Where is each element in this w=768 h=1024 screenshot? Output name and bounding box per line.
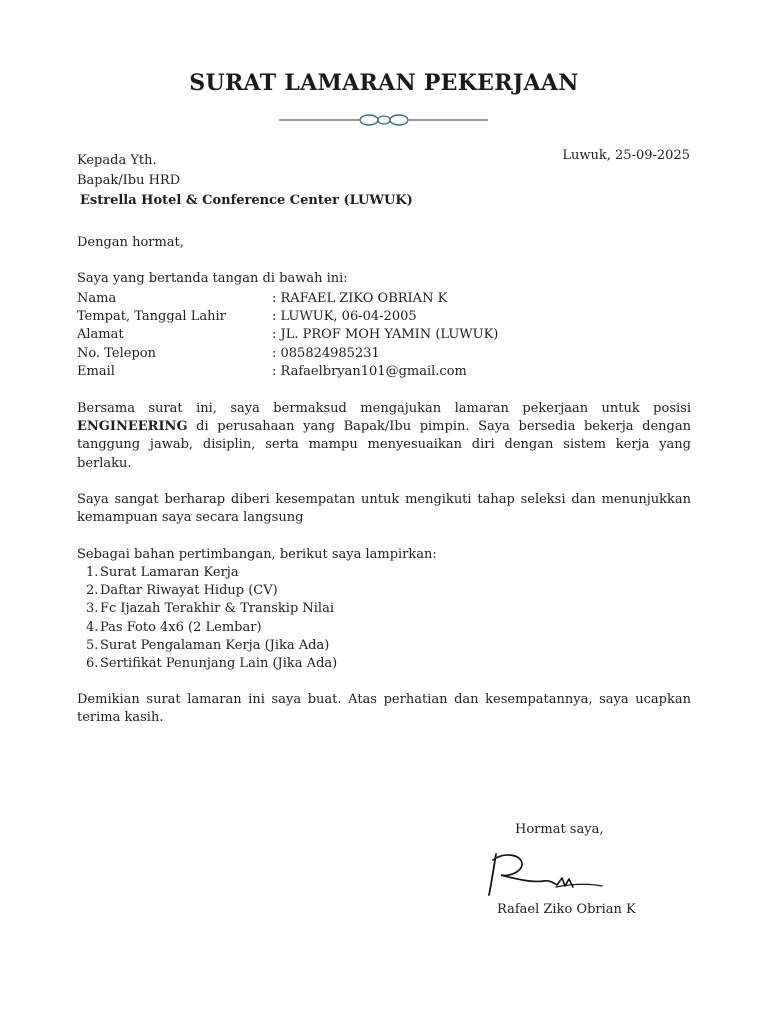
paragraph-application-start: Bersama surat ini, saya bermaksud mengajukan lamaran pekerjaan untuk posisi <box>77 401 691 416</box>
signature-image <box>484 850 609 898</box>
list-item-text: Surat Pengalaman Kerja (Jika Ada) <box>100 637 330 653</box>
list-item-number: 3. <box>86 601 99 617</box>
list-item-text: Fc Ijazah Terakhir & Transkip Nilai <box>100 601 334 617</box>
biodata-table <box>77 290 498 381</box>
list-item <box>86 600 337 618</box>
list-item-text: Surat Lamaran Kerja <box>100 565 239 580</box>
bio-row <box>77 290 498 308</box>
closing-salutation: Hormat saya, <box>515 822 604 837</box>
bio-value: : 085824985231 <box>272 345 380 361</box>
list-item-number: 1. <box>86 565 99 580</box>
attachments-list <box>86 564 337 673</box>
list-item-text: Daftar Riwayat Hidup (CV) <box>100 583 278 599</box>
list-item-text: Pas Foto 4x6 (2 Lembar) <box>100 619 262 635</box>
recipient-line-1: Kepada Yth. <box>77 153 157 168</box>
position-name: ENGINEERING <box>77 419 188 435</box>
bio-row <box>77 308 498 326</box>
paragraph-application <box>77 400 691 473</box>
bio-label: No. Telepon <box>77 345 156 361</box>
list-item-number: 2. <box>86 583 99 599</box>
attachments-intro: Sebagai bahan pertimbangan, berikut saya lampirkan: <box>77 547 437 562</box>
list-item-number: 4. <box>86 619 99 635</box>
paragraph-application-end: di perusahaan yang Bapak/Ibu pimpin. Saya bersedia bekerja dengan tanggung jawab, disiplin, serta mampu menyesuaikan diri dengan sistem kerja yang berlaku. <box>77 419 691 471</box>
list-item-number: 5. <box>86 637 99 653</box>
letter-title: SURAT LAMARAN PEKERJAAN <box>189 70 579 96</box>
bio-value: : JL. PROF MOH YAMIN (LUWUK) <box>272 327 499 343</box>
recipient-company: Estrella Hotel & Conference Center (LUWUK) <box>80 193 413 208</box>
list-item-number: 6. <box>86 656 99 672</box>
list-item <box>86 637 337 655</box>
bio-label: Email <box>77 363 115 379</box>
paragraph-hope: Saya sangat berharap diberi kesempatan untuk mengikuti tahap seleksi dan menunjukkan kemampuan saya secara langsung <box>77 492 691 526</box>
greeting: Dengan hormat, <box>77 235 184 250</box>
bio-value: : Rafaelbryan101@gmail.com <box>272 363 467 379</box>
paragraph-closing: Demikian surat lamaran ini saya buat. Atas perhatian dan kesempatannya, saya ucapkan terima kasih. <box>77 692 691 726</box>
list-item <box>86 655 337 673</box>
bio-row <box>77 345 498 363</box>
list-item <box>86 564 337 582</box>
bio-label: Alamat <box>77 327 124 343</box>
list-item-text: Sertifikat Penunjang Lain (Jika Ada) <box>100 656 338 672</box>
list-item <box>86 582 337 600</box>
bio-value: : RAFAEL ZIKO OBRIAN K <box>272 291 448 306</box>
recipient-block <box>77 151 413 211</box>
bio-value: : LUWUK, 06-04-2005 <box>272 309 417 325</box>
bio-label: Nama <box>77 291 117 306</box>
list-item <box>86 619 337 637</box>
letter-date: Luwuk, 25-09-2025 <box>562 148 690 163</box>
bio-row <box>77 326 498 344</box>
bio-row <box>77 363 498 381</box>
title-ornament <box>279 111 489 129</box>
signer-name: Rafael Ziko Obrian K <box>497 902 636 917</box>
recipient-line-2: Bapak/Ibu HRD <box>77 173 181 188</box>
intro-text: Saya yang bertanda tangan di bawah ini: <box>77 271 348 286</box>
bio-label: Tempat, Tanggal Lahir <box>77 309 226 325</box>
